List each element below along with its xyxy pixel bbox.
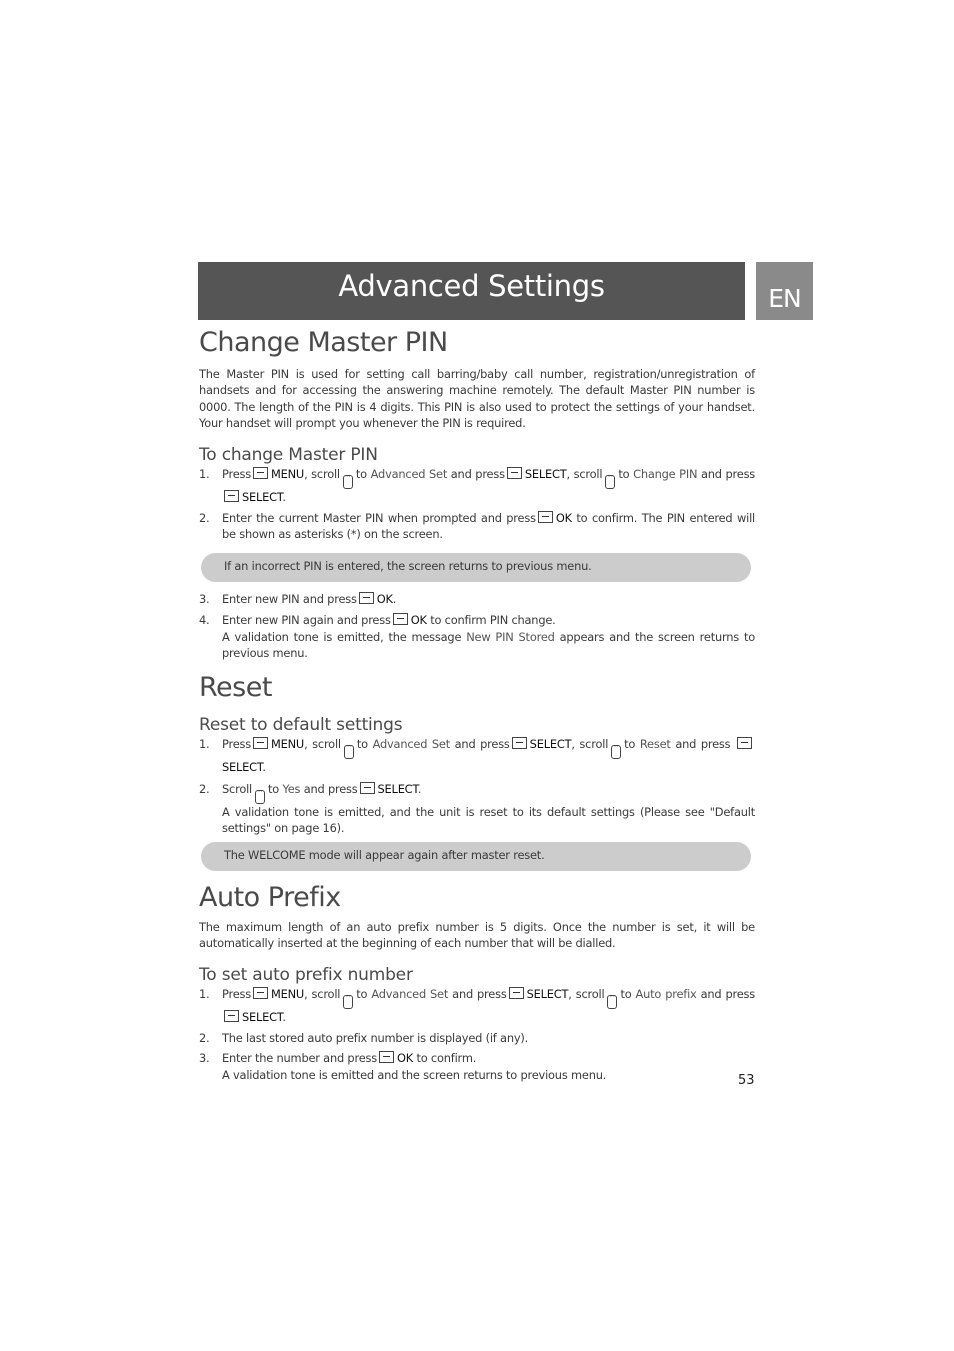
softkey-icon: [253, 737, 268, 749]
subheading-to-set-auto-prefix-number: To set auto prefix number: [199, 964, 413, 985]
list-item: 1. Press MENU, scroll ˄˅ to Advanced Set and press SELECT, scroll ˄˅ to Change PIN and press SELECT.: [199, 466, 756, 504]
note-welcome-mode: The WELCOME mode will appear again after master reset.: [201, 842, 751, 871]
softkey-icon: [393, 613, 408, 625]
nav-scroll-icon: ˄˅: [611, 745, 621, 759]
page-content: [199, 327, 755, 1083]
softkey-icon: [224, 490, 239, 502]
section-banner: [198, 262, 745, 320]
list-item: 2. Scroll ˄˅ to Yes and press SELECT. A validation tone is emitted, and the unit is reset to its default settings (Please see "Default settings" on page 16).: [199, 781, 755, 836]
softkey-icon: [737, 737, 752, 749]
list-item: 3. Enter new PIN and press OK.: [199, 591, 397, 606]
nav-scroll-icon: ˄˅: [605, 475, 615, 489]
softkey-icon: [509, 987, 524, 999]
softkey-icon: [538, 511, 553, 523]
subheading-reset-to-default-settings: Reset to default settings: [199, 715, 403, 736]
nav-scroll-icon: ˄˅: [343, 475, 353, 489]
nav-scroll-icon: ˄˅: [343, 995, 353, 1009]
note-incorrect-pin: If an incorrect PIN is entered, the screen returns to previous menu.: [201, 553, 751, 582]
section-title: Advanced Settings: [338, 269, 605, 303]
page-number: 53: [738, 1073, 755, 1088]
list-item: 3. Enter the number and press OK to confirm. A validation tone is emitted and the screen returns to previous menu.: [199, 1051, 607, 1082]
nav-scroll-icon: ˄˅: [607, 995, 617, 1009]
softkey-icon: [224, 1010, 239, 1022]
softkey-icon: [253, 467, 268, 479]
change-pin-steps: [199, 466, 755, 543]
list-item: 1. Press MENU, scroll ˄˅ to Advanced Set and press SELECT, scroll ˄˅ to Auto prefix and press SELECT.: [199, 986, 756, 1024]
heading-change-master-pin: Change Master PIN: [199, 327, 448, 358]
heading-auto-prefix: Auto Prefix: [199, 881, 341, 913]
list-item: 2. The last stored auto prefix number is displayed (if any).: [199, 1030, 529, 1045]
softkey-icon: [359, 592, 374, 604]
list-item: 4. Enter new PIN again and press OK to confirm PIN change. A validation tone is emitted, the message New PIN Stored appears and the screen returns to previous menu.: [199, 613, 756, 661]
auto-prefix-intro: The maximum length of an auto prefix number is 5 digits. Once the number is set, it will be automatically inserted at the beginning of each number that will be dialled.: [199, 919, 755, 951]
language-tab: EN: [756, 262, 813, 320]
reset-steps: [199, 736, 755, 836]
nav-scroll-icon: ˄˅: [255, 790, 265, 804]
softkey-icon: [253, 987, 268, 999]
list-item: 1. Press MENU, scroll ˄˅ to Advanced Set and press SELECT, scroll ˄˅ to Reset and press SELECT.: [199, 736, 755, 775]
change-pin-steps-continued: [199, 591, 755, 662]
auto-prefix-steps: [199, 986, 755, 1084]
softkey-icon: [360, 782, 375, 794]
heading-reset: Reset: [199, 672, 272, 704]
list-item: 2. Enter the current Master PIN when prompted and press OK to confirm. The PIN entered will be shown as asterisks (*) on the screen.: [199, 511, 755, 542]
change-pin-intro: The Master PIN is used for setting call barring/baby call number, registration/unregistration of handsets and for accessing the answering machine remotely. The default Master PIN number is 0000. The length of the PIN is 4 digits. This PIN is also used to protect the settings of your handset. Your handset will prompt you whenever the PIN is required.: [199, 367, 755, 431]
softkey-icon: [512, 737, 527, 749]
nav-scroll-icon: ˄˅: [344, 745, 354, 759]
subheading-to-change-master-pin: To change Master PIN: [199, 444, 378, 465]
softkey-icon: [507, 467, 522, 479]
softkey-icon: [379, 1051, 394, 1063]
